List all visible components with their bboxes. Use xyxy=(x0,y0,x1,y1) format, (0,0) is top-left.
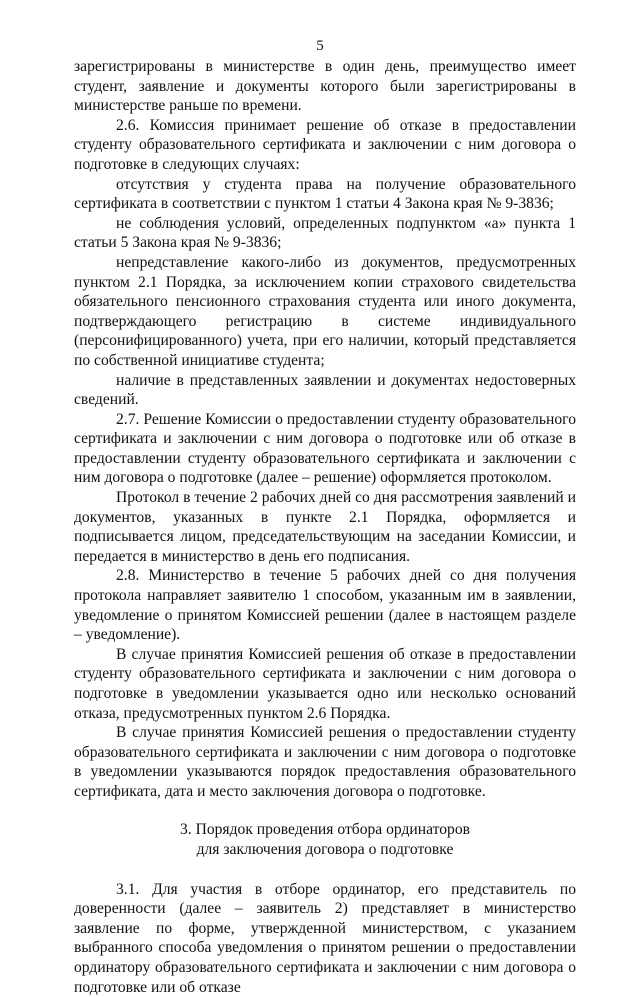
paragraph: 2.7. Решение Комиссии о предоставлении студенту образовательного сертификата и заключении с ним договора о подготовке или об отказе в предоставлении студенту образовательного сертификата и заключении с ним договора о подготовке (далее – решение) оформляется протоколом. xyxy=(74,410,576,487)
paragraph: зарегистрированы в министерстве в один день, преимущество имеет студент, заявление и документы которого были зарегистрированы в министерстве раньше по времени. xyxy=(74,58,576,115)
paragraph: отсутствия у студента права на получение образовательного сертификата в соответствии с пунктом 1 статьи 4 Закона края № 9-3836; xyxy=(74,175,576,213)
document-body xyxy=(74,57,576,997)
paragraph: непредставление какого-либо из документов, предусмотренных пунктом 2.1 Порядка, за исключением копии страхового свидетельства обязательного пенсионного страхования студента или иного документа, подтверждающего регистрацию в системе индивидуального (персонифицированного) учета, при его наличии, который представляется по собственной инициативе студента; xyxy=(74,253,576,369)
section-heading-line-2: для заключения договора о подготовке xyxy=(196,840,454,858)
spacer xyxy=(74,802,576,820)
page-number: 5 xyxy=(316,38,324,54)
paragraph: 3.1. Для участия в отборе ординатор, его представитель по доверенности (далее – заявитель 2) представляет в министерство заявление по форме, утвержденной министерством, с указанием выбранного способа уведомления о принятом решении о предоставлении ординатору образовательного сертификата и заключении с ним договора о подготовке или об отказе xyxy=(74,880,576,996)
paragraph: Протокол в течение 2 рабочих дней со дня рассмотрения заявлений и документов, указанных в пункте 2.1 Порядка, оформляется и подписывается лицом, председательствующим на заседании Комиссии, и передается в министерство в день его подписания. xyxy=(74,489,576,565)
spacer xyxy=(74,860,576,880)
paragraph: В случае принятия Комиссией решения о предоставлении студенту образовательного сертификата и заключении с ним договора о подготовке в уведомлении указываются порядок предоставления образовательного сертификата, дата и место заключения договора о подготовке. xyxy=(74,724,576,800)
paragraph: 2.6. Комиссия принимает решение об отказе в предоставлении студенту образовательного сертификата и заключении с ним договора о подготовке в следующих случаях: xyxy=(74,116,576,173)
paragraph: наличие в представленных заявлении и документах недостоверных сведений. xyxy=(74,371,576,409)
paragraph: 2.8. Министерство в течение 5 рабочих дней со дня получения протокола направляет заявителю 1 способом, указанным им в заявлении, уведомление о принятом Комиссией решении (далее в настоящем разделе – уведомление). xyxy=(74,567,576,644)
section-heading-line-1: 3. Порядок проведения отбора ординаторов xyxy=(179,820,470,838)
paragraph: В случае принятия Комиссией решения об отказе в предоставлении студенту образовательного сертификата и заключении с ним договора о подготовке в уведомлении указывается одно или несколько оснований отказа, предусмотренных пунктом 2.6 Порядка. xyxy=(74,645,576,722)
paragraph: не соблюдения условий, определенных подпунктом «а» пункта 1 статьи 5 Закона края № 9-3836; xyxy=(74,214,576,252)
